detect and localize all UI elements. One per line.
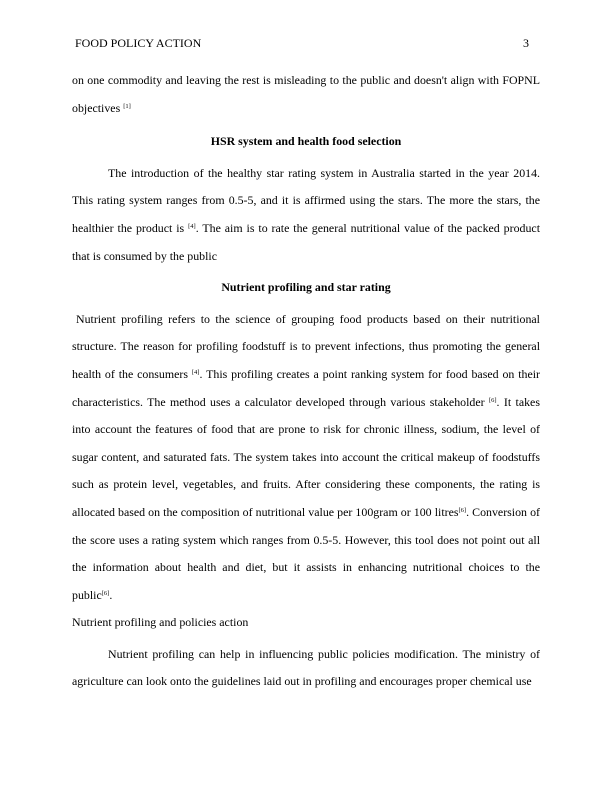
document-body	[72, 67, 540, 696]
page-number: 3	[523, 36, 529, 50]
running-header	[75, 36, 529, 52]
paragraph-text: . The aim is to rate the general nutritional value of the packed product that is consumed by the public	[72, 220, 540, 263]
paragraph-text: The introduction of the healthy star rating system in Australia started in the year 2014. This rating system ranges from 0.5-5, and it is affirmed using the stars. The more the stars, the healthier the product is	[72, 165, 540, 235]
subsection-heading-policies: Nutrient profiling and policies action	[72, 615, 249, 630]
citation: [6]	[101, 589, 110, 597]
paragraph-text: .	[109, 587, 113, 602]
paragraph-text: . It takes into account the features of food that are prone to risk for chronic illness, sodium, the level of sugar content, and saturated fats. The system takes into account the critical makeup of foodstuffs such as protein level, vegetables, and fruits. After considering these components, the rating is allocated based on the composition of nutritional value per 100gram or 100 litres	[72, 394, 540, 519]
paragraph-policies: Nutrient profiling can help in influencing public policies modification. The ministry of agriculture can look onto the guidelines laid out in profiling and encourages proper chemical use	[72, 646, 540, 689]
paragraph-text: . This profiling creates a point ranking system for food based on their characteristics. The method uses a calculator developed through various stakeholder	[72, 366, 541, 409]
citation: [1]	[123, 102, 131, 110]
paragraph-text: . Conversion of the score uses a rating system which ranges from 0.5-5. However, this tool does not point out all the information about health and diet, but it assists in enhancing nutritional choices to the public	[72, 504, 540, 602]
header-title: FOOD POLICY ACTION	[75, 36, 202, 50]
paragraph-continued	[72, 67, 540, 122]
paragraph-hsr	[72, 160, 540, 270]
section-heading-hsr: HSR system and health food selection	[210, 134, 402, 149]
section-heading-nutrient-profiling: Nutrient profiling and star rating	[221, 280, 391, 295]
paragraph-text: Nutrient profiling refers to the science of grouping food products based on their nutritional structure. The reason for profiling foodstuff is to prevent infections, thus promoting the general health of the consumers	[72, 311, 540, 381]
citation: [6]	[488, 396, 497, 404]
citation: [6]	[458, 506, 467, 514]
citation: [4]	[191, 368, 200, 376]
paragraph-nutrient-profiling	[72, 306, 540, 610]
paragraph-text: on one commodity and leaving the rest is misleading to the public and doesn't align with FOPNL objectives	[72, 73, 540, 115]
citation: [4]	[188, 222, 196, 230]
